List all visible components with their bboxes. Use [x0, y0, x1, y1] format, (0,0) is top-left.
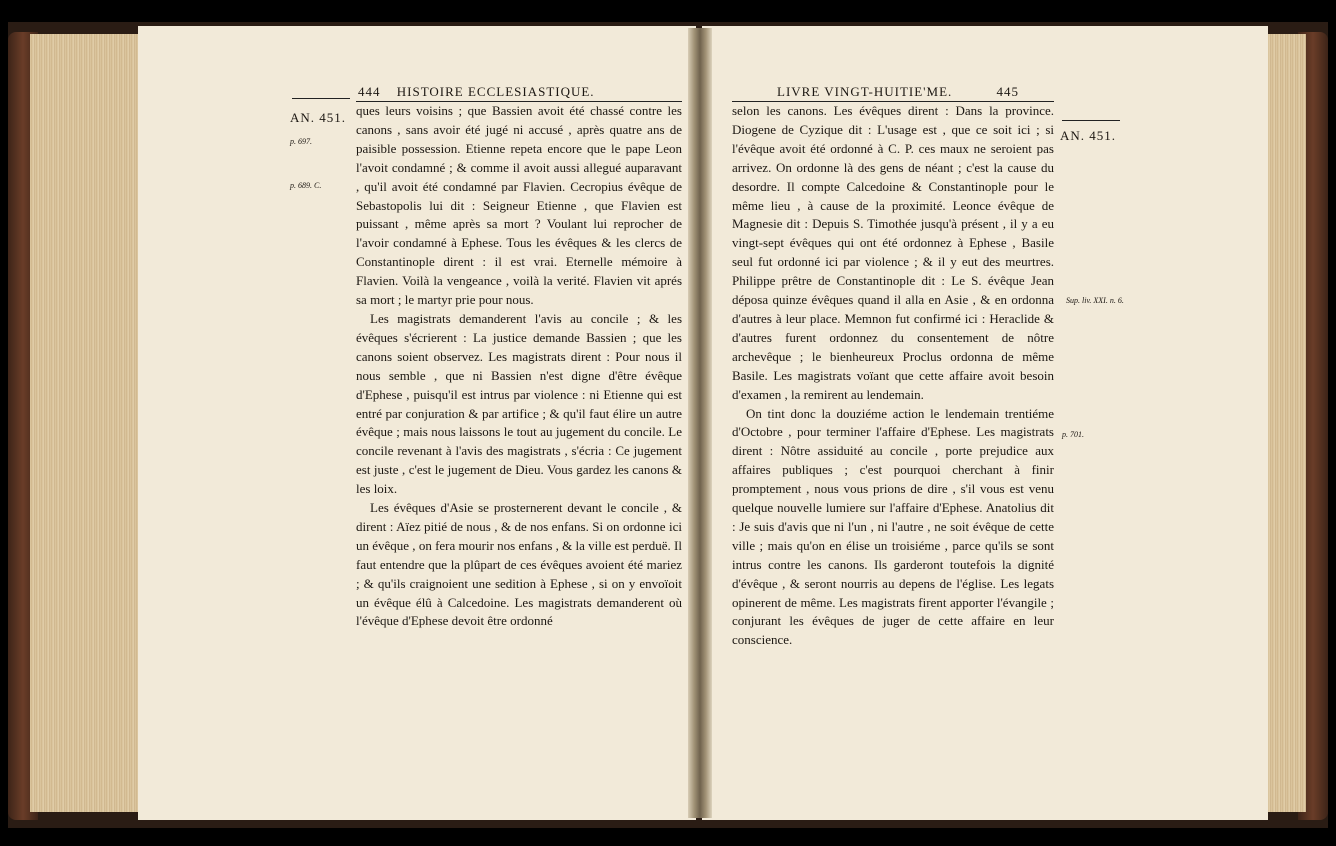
margin-rule-left — [292, 98, 350, 99]
page-edges-left — [30, 34, 150, 812]
left-text-column — [356, 102, 682, 631]
left-running-title: HISTOIRE ECCLESIASTIQUE. — [396, 84, 595, 99]
margin-rule-right — [1062, 120, 1120, 121]
page-edges-right — [1266, 34, 1306, 812]
margin-note-right-1: Sup. liv. XXI. n. 6. — [1066, 296, 1124, 305]
book-gutter — [688, 28, 712, 818]
right-paragraph-1: selon les canons. Les évêques dirent : Dans la province. Diogene de Cyzique dit : L'usage est , que ce soit ici ; si l'évêque avoit été ordonné à C. P. ces maux ne seroient pas arrivez. On ordonne là des gens de néant ; c'est la cause du desordre. Il compte Calcedoine & Constantinople pour le même lieu , à cause de la proximité. Leonce évêque de Magnesie dit : Depuis S. Timothée jusqu'à présent , il y a eu vingt-sept évêques qui ont été ordonnez à Ephese , Basile seul fut ordonné ici par violence ; & il y eut des meurtres. Philippe prêtre de Constantinople dit : Le S. évêque Jean déposa quinze évêques quand il alla en Asie , & en ordonna d'autres à leur place. Memnon fut confirmé ici : Heraclide & d'autres furent ordonnez du consentement de nôtre archevêque ; le bienheureux Proclus ordonna de même Basile. Les magistrats voïant que cette affaire avoit besoin d'examen , la remirent au lendemain. — [732, 103, 1054, 402]
left-paragraph-3: Les évêques d'Asie se prosternerent devant le concile , & dirent : Aïez pitié de nous , & de nos enfans. Si on ordonne ici un évêque , on fera mourir nos enfans , & la ville est perduë. Il faut entendre que la plûpart de ces évêques avoient été mariez ; & qu'ils craignoient une sedition à Ephese , si on y envoïoit un évêque élû à Calcedoine. Les magistrats demanderent où l'évêque d'Ephese devoit être ordonné — [356, 500, 682, 629]
left-paragraph-1: ques leurs voisins ; que Bassien avoit été chassé contre les canons , sans avoir été jugé ni accusé , après quatre ans de paisible possession. Etienne repeta encore que le pape Leon l'avoit condamné ; & comme il avoit aussi allegué auparavant , qu'il avoit été condamné par Flavien. Cecropius évêque de Sebastopolis lui dit : Seigneur Etienne , que Flavien est puissant , même après sa mort ? Voulant lui reprocher de l'avoir condamné à Ephese. Tous les évêques & les clercs de Constantinople dirent : il est vrai. Eternelle mémoire à Flavien. Voilà la vengeance , voilà la verité. Flavien vit aprés sa mort ; le martyr prie pour nous. — [356, 103, 682, 308]
margin-note-right-2: p. 701. — [1062, 430, 1084, 439]
margin-note-left-2: p. 689. C. — [290, 181, 322, 190]
left-page-number: 444 — [358, 84, 381, 99]
right-text-column — [732, 102, 1054, 650]
left-page-header — [358, 84, 595, 100]
margin-year-right: AN. 451. — [1060, 128, 1117, 143]
left-paragraph-2: Les magistrats demanderent l'avis au concile ; & les évêques s'écrierent : La justice demande Bassien ; que les canons soient observez. Les magistrats dirent : Pour nous il nous semble , que ni Bassien n'est digne d'être évêque d'Ephese , puisqu'il est intrus par violence : ni Etienne qui est entré par conjuration & par artifice ; & qu'il faut élire un autre évêque ; mais nous laissons le tout au jugement du concile. Le concile revenant à l'avis des magistrats , s'écria : Ce jugement est juste , c'est le jugement de Dieu. Vous gardez les canons & les loix. — [356, 310, 682, 497]
margin-year-left: AN. 451. — [290, 110, 347, 125]
right-page-number: 445 — [996, 84, 1020, 99]
right-page-header — [777, 84, 1019, 100]
right-paragraph-2: On tint donc la douziéme action le lendemain trentiéme d'Octobre , pour terminer l'affaire d'Ephese. Les magistrats dirent : Nôtre assiduité au concile , porte prejudice aux affaires publiques ; c'est pourquoi cherchant à finir promptement , nous vous prions de dire , s'il vous est venu quelque nouvelle lumiere sur l'affaire d'Ephese. Anatolius dit : Je suis d'avis que ni l'un , ni l'autre , ne soit évêque de cette ville ; mais qu'on en élise un troisiéme , parce qu'ils se sont intrus contre les canons. Ils garderont toutefois la dignité d'évêque , & seront nourris au depens de l'église. Les legats opinerent de même. Les magistrats firent apporter l'évangile ; conjurant les évêques de juger de cette affaire en leur conscience. — [732, 405, 1054, 648]
right-running-title: LIVRE VINGT-HUITIE'ME. — [777, 84, 953, 99]
margin-note-left-1: p. 697. — [290, 137, 312, 146]
